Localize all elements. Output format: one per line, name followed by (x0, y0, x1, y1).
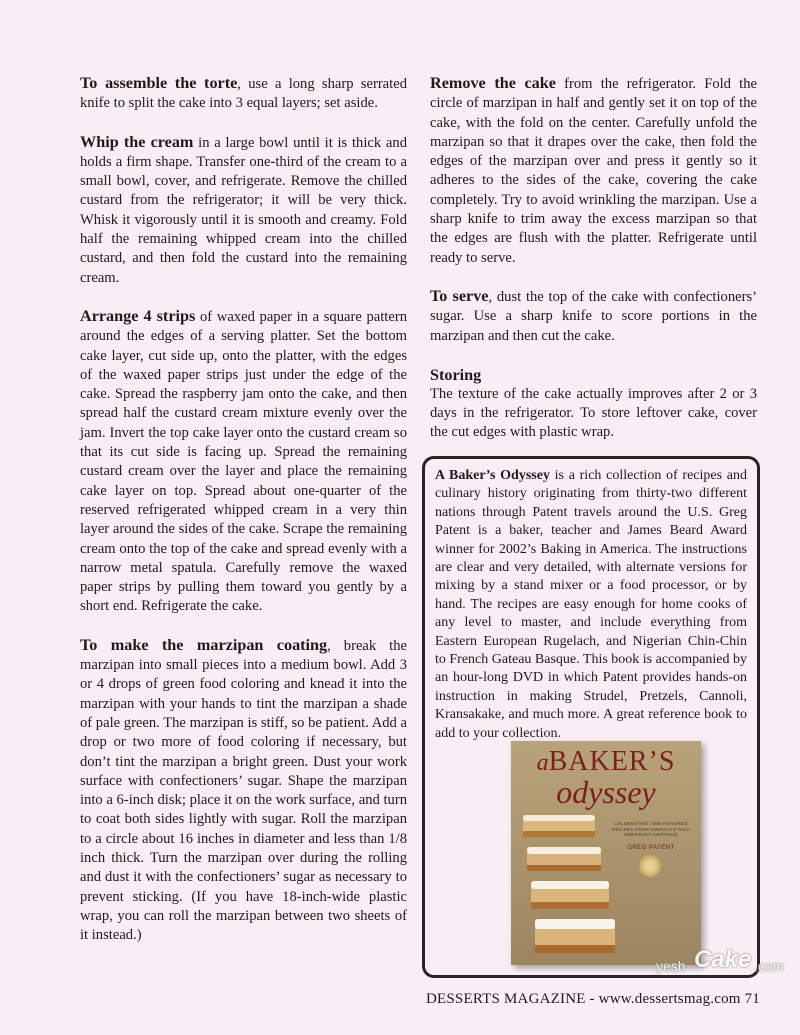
cover-title-main: BAKER’S (548, 746, 676, 777)
pastry-stack-image (521, 805, 621, 965)
cover-author: GREG PATENT (627, 845, 675, 851)
page-footer: DESSERTS MAGAZINE - www.dessertsmag.com 71 (426, 991, 760, 1007)
cover-tagline: CELEBRATING TIME-HONORED RECIPES FROM AMERICA’S RICH IMMIGRANT HERITAGE (611, 821, 691, 837)
paragraph-to-serve (430, 287, 757, 346)
left-column (80, 74, 407, 964)
cover-title-a: a (536, 750, 549, 776)
award-seal-icon (639, 855, 661, 877)
paragraph-marzipan (80, 636, 407, 946)
book-review-text (435, 467, 747, 743)
paragraph-lead: Arrange 4 strips (80, 306, 196, 325)
paragraph-text: , break the marzipan into small pieces into a medium bowl. Add 3 or 4 drops of green food coloring and knead it into the marzipan with your hands to tint the marzipan a shade of pale green. The marzipan is stiff, so be patient. Add a drop or two more of food coloring if necessary, but don’t tint the marzipan a bright green. Dust your work surface with confectioners’ sugar. Shape the marzipan into a 6-inch disk; place it on the work surface, and turn to coat both sides lightly with sugar. Roll the marzipan to a circle about 16 inches in diameter and less than 1/8 inch thick. Turn the marzipan over during the rolling and dust it with the confectioners’ sugar as necessary to prevent sticking. (If you have 18-inch-wide plastic wrap, you can roll the marzipan between two sheets of it instead.) (80, 637, 407, 944)
paragraph-text: in a large bowl until it is thick and holds a firm shape. Transfer one-third of the cream to a small bowl, cover, and refrigerate. Remove the chilled custard from the refrigerator; it will be very thick. Whisk it vigorously until it is smooth and creamy. Fold half the remaining whipped cream into the chilled custard, and then fold the custard into the remaining cream. (80, 134, 408, 286)
paragraph-lead: Whip the cream (80, 132, 194, 151)
paragraph-remove-cake (430, 74, 757, 268)
paragraph-storing: The texture of the cake actually improves after 2 or 3 days in the refrigerator. To store leftover cake, cover the cut edges with plastic wrap. (430, 385, 757, 441)
book-cover-image (511, 741, 701, 965)
book-review-box (422, 456, 760, 978)
book-title: A Baker’s Odyssey (435, 468, 550, 483)
site-watermark (654, 946, 796, 982)
right-column (430, 74, 757, 462)
paragraph-text: , use a long sharp serrated knife to split the cake into 3 equal layers; set aside. (80, 76, 407, 112)
storing-heading: Storing (430, 365, 482, 384)
paragraph-lead: To serve (430, 286, 489, 305)
watermark-part3: .com (754, 958, 785, 974)
paragraph-arrange (80, 307, 407, 617)
paragraph-lead: To make the marzipan coating (80, 635, 328, 654)
cover-subtitle: odyssey (556, 774, 656, 810)
book-review-body: is a rich collection of recipes and culinary history originating from thirty-two different nations through Patent travels around the U.S. Greg Patent is a baker, teacher and James Beard Award winner for 2002’s Baking in America. The instructions are clear and very detailed, with alternate versions for mixing by a stand mixer or a food processor, or by hand. The recipes are easy enough for home cooks of any level to master, and include everything from Eastern European Rugelach, and Nigerian Chin-Chin to French Gateau Basque. This book is accompanied by an hour-long DVD in which Patent provides hands-on instruction in making Strudel, Pretzels, Cannoli, Kransakake, and much more. A great reference book to add to your collection. (435, 468, 747, 741)
paragraph-lead: Remove the cake (430, 74, 556, 92)
paragraph-text: of waxed paper in a square pattern around the edges of a serving platter. Set the bottom cake layer, cut side up, onto the platter, with the edges of the waxed paper strips just under the edge of the cake. Spread the raspberry jam onto the cake, and then spread half the custard cream mixture evenly over the jam. Invert the top cake layer onto the custard cream so that its cut side is facing up. Spread the remaining custard cream over the layer and place the remaining cake layer on top. Spread about one-quarter of the reserved refrigerated whipped cream in a very thin layer around the sides of the cake. Scrape the remaining cream onto the top of the cake and spread evenly with a narrow metal spatula. Carefully remove the waxed paper strips by pulling them toward you gently by a short end. Refrigerate the cake. (80, 308, 407, 615)
watermark-part2: Cake (694, 946, 752, 973)
paragraph-whip (80, 133, 407, 288)
paragraph-text: , dust the top of the cake with confectioners’ sugar. Use a sharp knife to score portions in the marzipan and then cut the cake. (430, 288, 757, 344)
paragraph-lead: To assemble the torte (80, 74, 238, 92)
paragraph-assemble (80, 74, 407, 114)
watermark-part1: yesh (656, 958, 686, 974)
paragraph-text: from the refrigerator. Fold the circle of marzipan in half and gently set it on top of the cake, with the fold on the center. Carefully unfold the marzipan so that it drapes over the cake, then fold the edges of the marzipan over and press it gently so it adheres to the sides of the cake, covering the cake completely. Try to avoid wrinkling the marzipan. Use a sharp knife to trim away the excess marzipan so that the edges are flush with the platter. Refrigerate until ready to serve. (430, 76, 758, 266)
